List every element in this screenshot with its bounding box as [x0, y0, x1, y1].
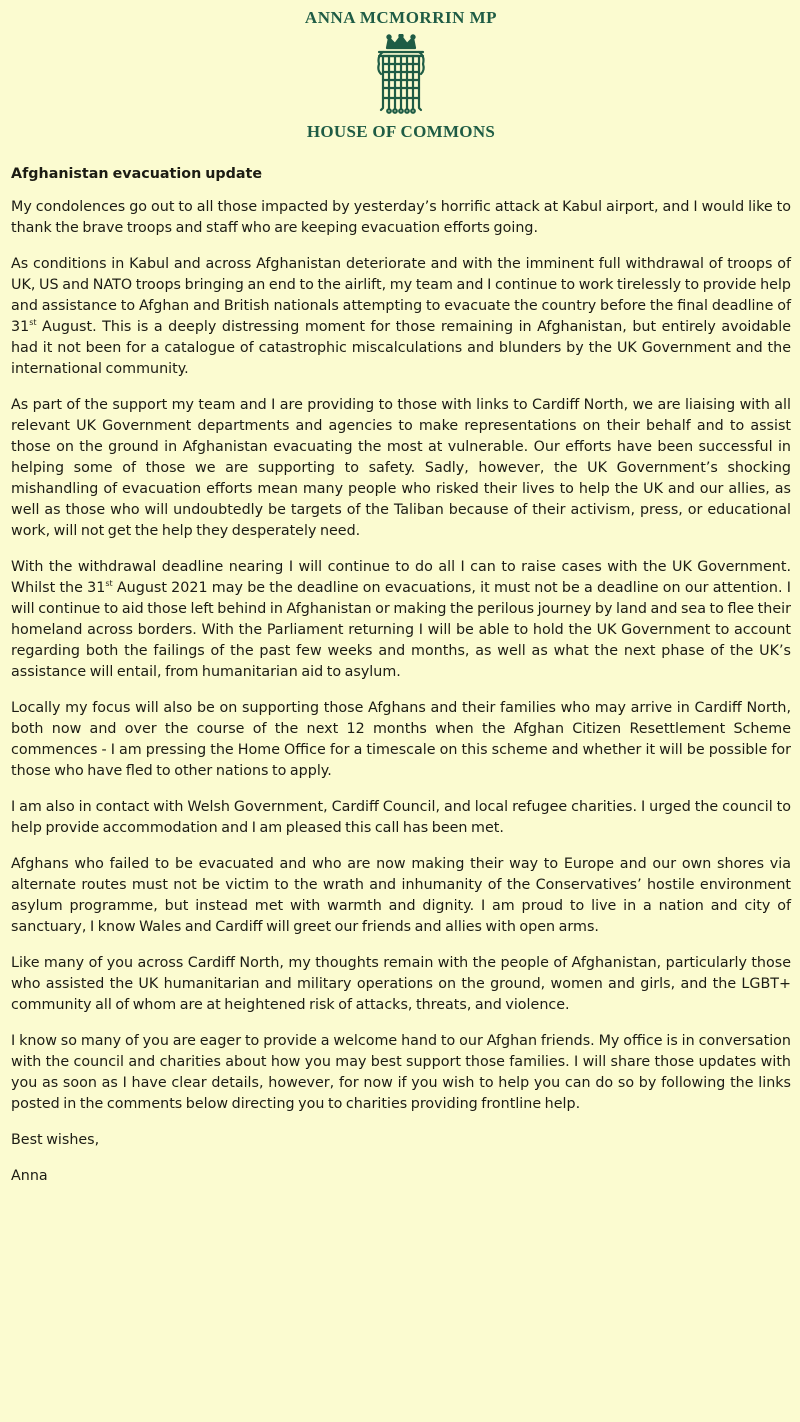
house-of-commons-heading: HOUSE OF COMMONS — [306, 122, 496, 141]
paragraph-local-focus: Locally my focus will also be on supporting those Afghans and their families who may arrive in Cardiff North, both now and over the course of the next 12 months when the Afghan Citizen Resettlement Scheme commences - I am pressing the Home Office for a timescale on this scheme and whether it will be possible for those who have fled to other nations to apply. — [11, 700, 791, 779]
letterhead — [11, 0, 791, 142]
paragraph-condolences: My condolences go out to all those impacted by yesterday’s horrific attack at Kabul airport, and I would like to thank the brave troops and staff who are keeping evacuation efforts going. — [11, 199, 791, 236]
paragraph-thoughts: Like many of you across Cardiff North, my thoughts remain with the people of Afghanistan, particularly those who assisted the UK humanitarian and military operations on the ground, women and girls, and the LGBT+ community all of whom are at heightened risk of attacks, threats, and violence. — [11, 955, 791, 1013]
paragraph-conditions — [11, 254, 791, 380]
paragraph-contacts: I am also in contact with Welsh Government, Cardiff Council, and local refugee charities. I urged the council to help provide accommodation and I am pleased this call has been met. — [11, 799, 791, 836]
portcullis-icon — [369, 34, 433, 118]
paragraph-asylum: Afghans who failed to be evacuated and who are now making their way to Europe and our own shores via alternate routes must not be victim to the wrath and inhumanity of the Conservatives’ hostile environment asylum programme, but instead met with warmth and dignity. I am proud to live in a nation and city of sanctuary, I know Wales and Cardiff will greet our friends and allies with open arms. — [11, 856, 791, 935]
signature: Anna — [11, 1168, 48, 1184]
paragraph-text: As conditions in Kabul and across Afghanistan deteriorate and with the imminent full withdrawal of troops of UK, US and NATO troops bringing an end to the airlift, my team and I continue to work tirelessly to provide help and assistance to Afghan and British nationals attempting to evacuate the country before the final deadline of 31 — [11, 256, 791, 335]
paragraph-help: I know so many of you are eager to provide a welcome hand to our Afghan friends. My office is in conversation with the council and charities about how you may best support those families. I will share those updates with you as soon as I have clear details, however, for now if you wish to help you can do so by following the links posted in the comments below directing you to charities providing frontline help. — [11, 1033, 791, 1112]
paragraph-text: August. This is a deeply distressing moment for those remaining in Afghanistan, but entirely avoidable had it not been for a catalogue of catastrophic miscalculations and blunders by the UK Government and the international community. — [11, 319, 791, 377]
signoff: Best wishes, — [11, 1132, 100, 1148]
paragraph-support: As part of the support my team and I are providing to those with links to Cardiff North, we are liaising with all relevant UK Government departments and agencies to make representations on their behalf and to assist those on the ground in Afghanistan evacuating the most at vulnerable. Our efforts have been successful in helping some of those we are supporting to safety. Sadly, however, the UK Government’s shocking mishandling of evacuation efforts mean many people who risked their lives to help the UK and our allies, as well as those who will undoubtedly be targets of the Taliban because of their activism, press, or educational work, will not get the help they desperately need. — [11, 397, 791, 539]
mp-name: ANNA MCMORRIN MP — [304, 8, 498, 27]
letter-title: Afghanistan evacuation update — [11, 166, 263, 182]
paragraph-deadline — [11, 557, 791, 683]
ordinal-suffix: st — [105, 579, 113, 589]
ordinal-suffix: st — [29, 318, 37, 328]
paragraph-text: August 2021 may be the deadline on evacuations, it must not be a deadline on our attention. I will continue to aid those left behind in Afghanistan or making the perilous journey by land and sea to flee their homeland across borders. With the Parliament returning I will be able to hold the UK Government to account regarding both the failings of the past few weeks and months, as well as what the next phase of the UK’s assistance will entail, from humanitarian aid to asylum. — [11, 580, 791, 680]
letter-body — [11, 164, 791, 1187]
paragraph-text: With the withdrawal deadline nearing I will continue to do all I can to raise cases with the UK Government. Whilst the 31 — [11, 559, 791, 596]
